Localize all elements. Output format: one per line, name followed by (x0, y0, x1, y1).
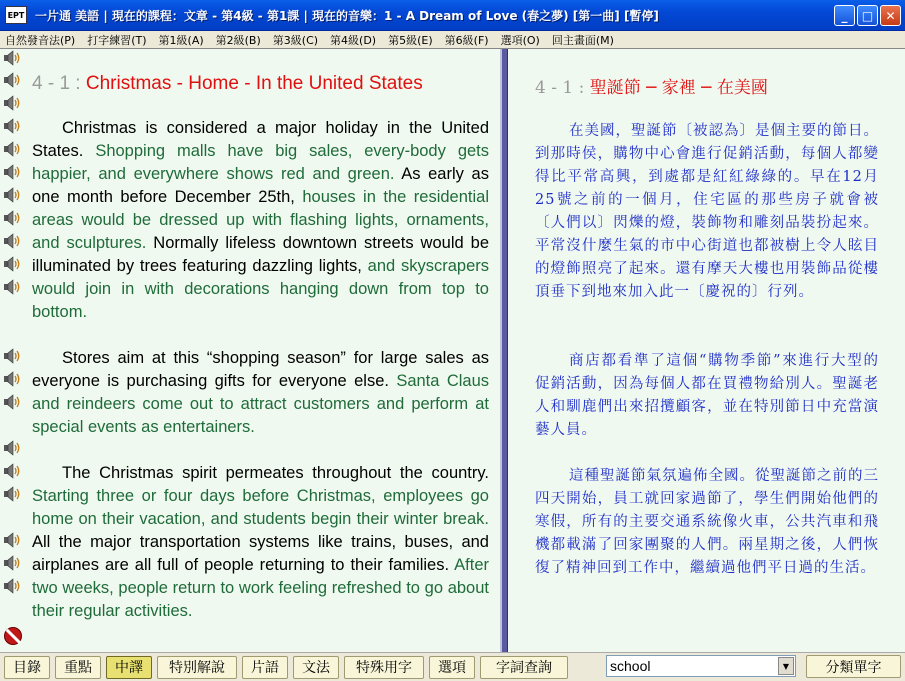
lesson-number: 4 - 1 : (32, 73, 81, 94)
chinese-lesson-title: 聖誕節 ─ 家裡 ─ 在美國 (589, 78, 768, 98)
speaker-icon[interactable] (2, 186, 24, 204)
minimize-button[interactable]: _ (834, 5, 855, 26)
speaker-icon[interactable] (2, 577, 24, 595)
chinese-paragraph-2: 商店都看準了這個“購物季節”來進行大型的促銷活動，因為每個人都在買禮物給別人。聖誕老人和馴鹿們出來招攬顧客，並在特別節日中充當演藝人員。 (535, 353, 879, 438)
menu-phonics[interactable]: 自然發音法(P) (5, 33, 76, 47)
speaker-icon[interactable] (2, 255, 24, 273)
speaker-icon[interactable] (2, 462, 24, 480)
speaker-icon[interactable] (2, 209, 24, 227)
menu-options[interactable]: 選項(O) (500, 33, 540, 47)
speaker-icon[interactable] (2, 49, 24, 67)
chevron-down-icon[interactable]: ▼ (778, 657, 794, 675)
content-frame (0, 48, 905, 652)
menu-level-1[interactable]: 第1級(A) (158, 33, 204, 47)
english-paragraph-3 (32, 462, 489, 623)
speaker-icon[interactable] (2, 94, 24, 112)
menu-bar (0, 31, 905, 48)
chinese-heading (535, 73, 768, 98)
special-words-button[interactable]: 特殊用字 (344, 656, 424, 679)
chinese-lesson-number: 4 - 1 : (535, 78, 585, 98)
menu-level-5[interactable]: 第5級(E) (388, 33, 433, 47)
english-paragraph-1 (32, 117, 489, 324)
english-paragraph-2 (32, 347, 489, 439)
speaker-icon[interactable] (2, 117, 24, 135)
speaker-icon[interactable] (2, 278, 24, 296)
title-bar (0, 0, 905, 31)
menu-home[interactable]: 回主畫面(M) (551, 33, 614, 47)
contents-button[interactable]: 目錄 (4, 656, 50, 679)
close-button[interactable]: ✕ (880, 5, 901, 26)
sentence-segment: and skyscrapers would join in with decorations hanging down from top to bottom. (32, 257, 489, 321)
menu-typing[interactable]: 打字練習(T) (87, 33, 147, 47)
menu-level-2[interactable]: 第2級(B) (215, 33, 261, 47)
word-lookup-button[interactable]: 字詞查詢 (480, 656, 568, 679)
speaker-icon[interactable] (2, 163, 24, 181)
sentence-segment: Santa Claus and reindeers come out to attract customers and perform at special events as entertainers. (32, 372, 489, 436)
sentence-segment: The Christmas spirit permeates throughout the country. (62, 464, 489, 482)
category-words-button[interactable]: 分類單字 (806, 655, 901, 678)
chinese-paragraph-3: 這種聖誕節氣氛遍佈全國。從聖誕節之前的三四天開始，員工就回家過節了，學生們開始他們的寒假，所有的主要交通系統像火車，公共汽車和飛機都載滿了回家團聚的人們。兩星期之後，人們恢復了精神回到工作中，繼續過他們平日過的生活。 (535, 468, 879, 576)
sentence-segment: houses in the residential areas would be dressed up with flashing lights, ornaments, and sculptures. (32, 188, 489, 252)
bottom-toolbar (0, 652, 905, 681)
grammar-button[interactable]: 文法 (293, 656, 339, 679)
speaker-icon[interactable] (2, 140, 24, 158)
menu-level-4[interactable]: 第4級(D) (330, 33, 377, 47)
speaker-icon[interactable] (2, 393, 24, 411)
chinese-pane (508, 49, 905, 653)
word-search-combo (606, 655, 796, 677)
speaker-icon[interactable] (2, 531, 24, 549)
sentence-segment: Normally lifeless downtown streets would be illuminated by trees featuring dazzling lights, (32, 234, 489, 275)
sentence-segment: Shopping malls have big sales, every-body gets happier, and everywhere shows red and green. (32, 142, 490, 183)
app-icon: EPT (5, 6, 27, 24)
word-search-input[interactable] (607, 658, 777, 674)
pane-splitter[interactable] (500, 49, 508, 653)
sentence-segment: Starting three or four days before Christmas, employees go home on their vacation, and students begin their winter break. (32, 487, 489, 528)
sentence-segment: Stores aim at this “shopping season” for large sales as everyone is purchasing gifts for everyone else. (32, 349, 489, 390)
phrases-button[interactable]: 片語 (242, 656, 288, 679)
speaker-icon[interactable] (2, 232, 24, 250)
menu-level-3[interactable]: 第3級(C) (272, 33, 319, 47)
speaker-icon[interactable] (2, 485, 24, 503)
menu-level-6[interactable]: 第6級(F) (444, 33, 489, 47)
sentence-segment: All the major transportation systems like trains, buses, and airplanes are all full of people returning to their families. (32, 533, 489, 574)
options-button[interactable]: 選項 (429, 656, 475, 679)
special-notes-button[interactable]: 特別解說 (157, 656, 237, 679)
lesson-title: Christmas - Home - In the United States (85, 73, 423, 94)
translation-button[interactable]: 中譯 (106, 656, 152, 679)
speaker-icon[interactable] (2, 71, 24, 89)
sentence-segment: As early as one month before December 25th, (32, 165, 489, 206)
sentence-segment: After two weeks, people return to work feeling refreshed to go about their regular activities. (32, 556, 489, 620)
english-heading (32, 73, 423, 95)
window-title: 一片通 美語 | 現在的課程：文章 - 第4級 - 第1課 | 現在的音樂：1 - A Dream of Love (春之夢) [第一曲] [暫停] (35, 8, 659, 23)
maximize-button[interactable]: □ (857, 5, 878, 26)
speaker-icon[interactable] (2, 370, 24, 388)
sentence-segment: Christmas is considered a major holiday in the United States. (32, 119, 489, 160)
stop-icon[interactable] (4, 627, 22, 645)
english-pane (0, 49, 500, 653)
key-points-button[interactable]: 重點 (55, 656, 101, 679)
speaker-icon[interactable] (2, 554, 24, 572)
speaker-icon[interactable] (2, 347, 24, 365)
chinese-paragraph-1: 在美國，聖誕節〔被認為〕是個主要的節日。到那時侯，購物中心會進行促銷活動，每個人都變得比平常高興，到處都是紅紅綠綠的。早在12月25號之前的一個月，住宅區的那些房子就會被〔人們以〕閃爍的燈，裝飾物和雕刻品裝扮起來。平常沒什麼生氣的市中心街道也都被樹上令人眩目的燈飾照亮了起來。還有摩天大樓也用裝飾品從樓頂垂下到地來加入此一〔慶祝的〕行列。 (535, 123, 879, 300)
speaker-icon[interactable] (2, 439, 24, 457)
